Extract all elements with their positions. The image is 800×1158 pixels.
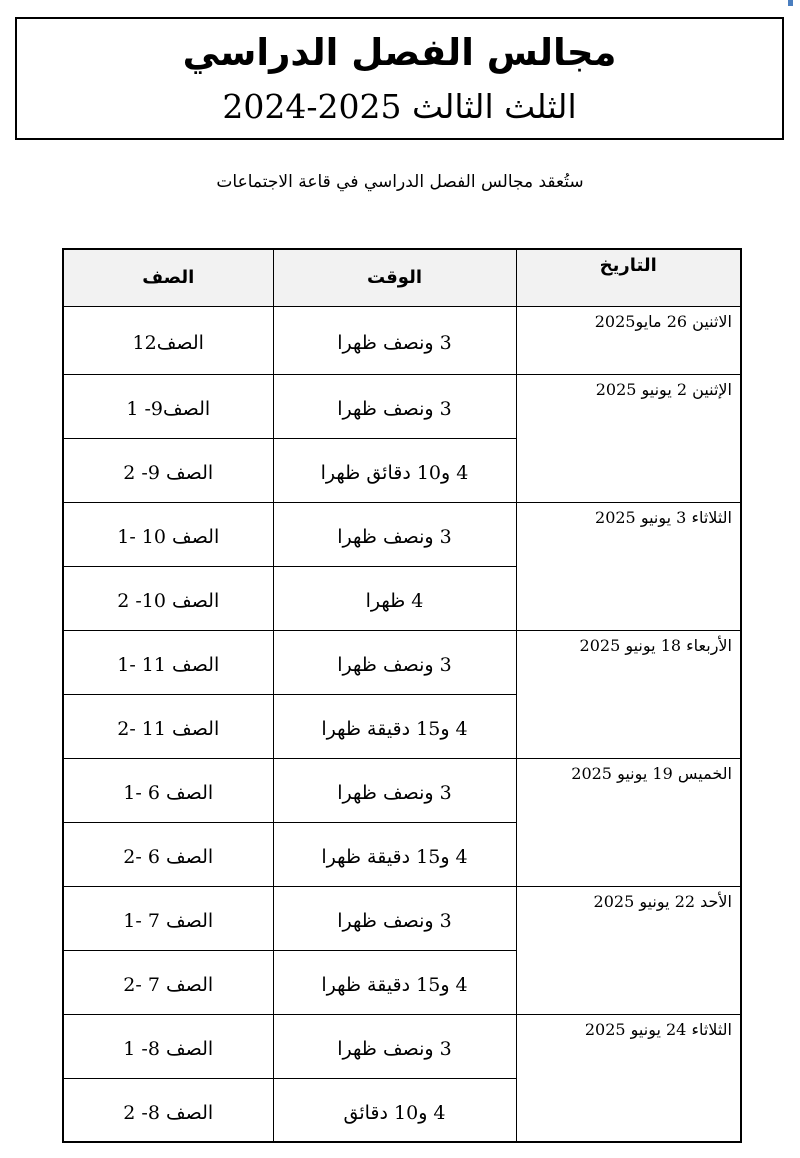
date-cell: الثلاثاء 24 يونيو 2025 (516, 1014, 741, 1142)
time-cell: 3 ونصف ظهرا (273, 886, 516, 950)
time-cell: 3 ونصف ظهرا (273, 374, 516, 438)
col-header-grade: الصف (63, 249, 273, 306)
table-row (63, 630, 741, 694)
schedule-table (62, 248, 742, 1143)
table-row (63, 758, 741, 822)
table-row (63, 502, 741, 566)
time-cell: 3 ونصف ظهرا (273, 630, 516, 694)
grade-cell: الصف 10 -1 (63, 502, 273, 566)
time-cell: 4 ظهرا (273, 566, 516, 630)
date-cell: الإثنين 2 يونيو 2025 (516, 374, 741, 502)
time-cell: 4 و15 دقيقة ظهرا (273, 694, 516, 758)
grade-cell: الصف 6 -2 (63, 822, 273, 886)
subtitle: ستُعقد مجالس الفصل الدراسي في قاعة الاجتماعات (216, 172, 584, 192)
grade-cell: الصف 6 -1 (63, 758, 273, 822)
col-header-time: الوقت (273, 249, 516, 306)
page-title-line1: مجالس الفصل الدراسي (182, 30, 617, 74)
time-cell: 4 و15 دقيقة ظهرا (273, 950, 516, 1014)
page-title-line2: الثلث الثالث 2025-2024 (222, 86, 577, 126)
time-cell: 3 ونصف ظهرا (273, 306, 516, 374)
page-corner-marker (788, 0, 793, 6)
table-row (63, 306, 741, 374)
grade-cell: الصف12 (63, 306, 273, 374)
grade-cell: الصف 11 -2 (63, 694, 273, 758)
time-cell: 4 و10 دقائق ظهرا (273, 438, 516, 502)
grade-cell: الصف 7 -1 (63, 886, 273, 950)
grade-cell: الصف9- 1 (63, 374, 273, 438)
grade-cell: الصف 11 -1 (63, 630, 273, 694)
grade-cell: الصف 8- 1 (63, 1014, 273, 1078)
grade-cell: الصف 10- 2 (63, 566, 273, 630)
table-row (63, 886, 741, 950)
table-row (63, 374, 741, 438)
date-cell: الأربعاء 18 يونيو 2025 (516, 630, 741, 758)
date-cell: الأحد 22 يونيو 2025 (516, 886, 741, 1014)
date-cell: الاثنين 26 مايو2025 (516, 306, 741, 374)
table-row (63, 1014, 741, 1078)
grade-cell: الصف 9- 2 (63, 438, 273, 502)
grade-cell: الصف 7 -2 (63, 950, 273, 1014)
time-cell: 3 ونصف ظهرا (273, 1014, 516, 1078)
time-cell: 3 ونصف ظهرا (273, 758, 516, 822)
time-cell: 4 و15 دقيقة ظهرا (273, 822, 516, 886)
col-header-date: التاريخ (516, 249, 741, 306)
table-header-row (63, 249, 741, 306)
time-cell: 4 و10 دقائق (273, 1078, 516, 1142)
date-cell: الخميس 19 يونيو 2025 (516, 758, 741, 886)
grade-cell: الصف 8- 2 (63, 1078, 273, 1142)
time-cell: 3 ونصف ظهرا (273, 502, 516, 566)
title-box (15, 17, 784, 140)
date-cell: الثلاثاء 3 يونيو 2025 (516, 502, 741, 630)
